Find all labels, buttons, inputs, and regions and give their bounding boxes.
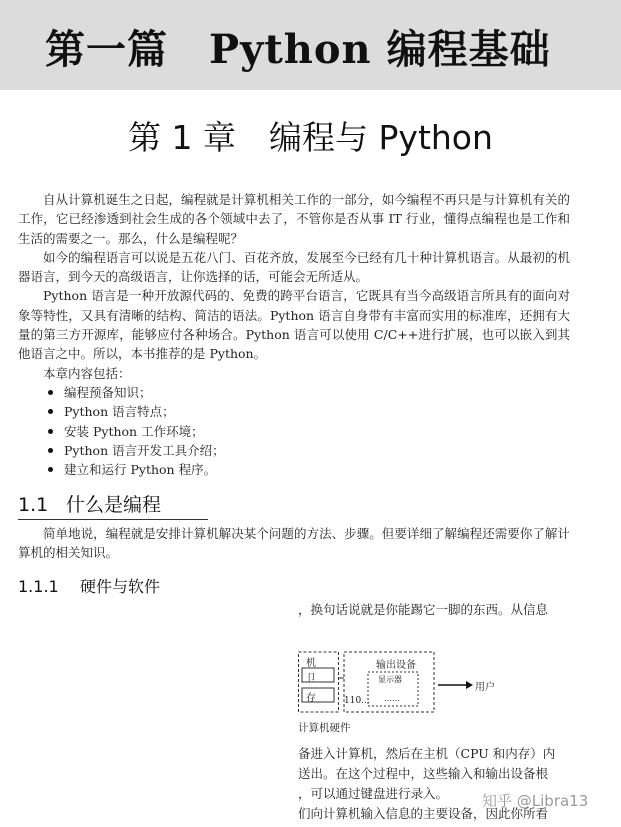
subsection-heading (18, 574, 160, 597)
diagram-user-label: 用户 (475, 682, 495, 693)
section-title: 什么是编程 (66, 494, 162, 516)
partial-text-line: 备进入计算机，然后在主机（CPU 和内存）内 (298, 746, 556, 761)
diagram-output-title: 输出设备 (376, 660, 416, 671)
intro-paragraph: 自从计算机诞生之日起，编程就是计算机相关工作的一部分，如今编程不再只是与计算机有关的工作，它已经渗透到社会生成的各个领域中去了，不管你是否从事 IT 行业，懂得点编程也是工作和生活的需要之一。那么，什么是编程呢？ (18, 192, 570, 246)
partial-text-line: ，可以通过键盘进行录入。 (298, 786, 449, 801)
section-heading (18, 490, 208, 520)
section-number: 1.1 (18, 494, 49, 516)
diagram-caption: 计算机硬件 (298, 722, 351, 734)
section-text (18, 524, 570, 563)
diagram-output-dots: …… (384, 694, 400, 703)
list-item: 建立和运行 Python 程序。 (46, 460, 570, 479)
hardware-diagram (298, 648, 508, 716)
chapter-title: 第 1 章 编程与 Python (128, 118, 493, 157)
section-paragraph: 简单地说，编程就是安排计算机解决某个问题的方法、步骤。但要详细了解编程还需要你了解计算机的相关知识。 (18, 526, 570, 561)
diagram-memory-label: 存 (306, 693, 316, 704)
list-item: 安装 Python 工作环境； (46, 422, 570, 441)
diagram-bus-label: 110... (344, 696, 370, 706)
list-item: Python 语言开发工具介绍； (46, 441, 570, 460)
subsection-title: 硬件与软件 (80, 577, 161, 596)
contents-intro: 本章内容包括： (43, 365, 131, 381)
contents-list (18, 383, 570, 479)
partial-text-line: 送出。在这个过程中，这些输入和输出设备根 (298, 766, 549, 781)
list-item: 编程预备知识； (46, 383, 570, 402)
diagram-host-label: 机 (306, 658, 316, 669)
partial-text-line: 们向计算机输入信息的主要设备，因此你所看 (298, 806, 549, 821)
intro-paragraph: Python 语言是一种开放源代码的、免费的跨平台语言，它既具有当今高级语言所具有的面向对象等特性，又具有清晰的结构、简洁的语法。Python 语言自身带有丰富而实用的标准库，还拥有大量的第三方开源库，能够应付各种场合。Python 语言可以使用 C/C++进行扩展，也可以嵌入到其他语言之中。所以，本书推荐的是 Python。 (18, 288, 570, 362)
diagram-cpu-label: 卩 (306, 673, 316, 684)
part-title: 第一篇 Python 编程基础 (45, 26, 551, 73)
intro-paragraph: 如今的编程语言可以说是五花八门、百花齐放，发展至今已经有几十种计算机语言。从最初的机器语言，到今天的高级语言，让你选择的话，可能会无所适从。 (18, 249, 570, 285)
diagram-display-label: 显示器 (378, 675, 402, 684)
watermark: 知乎 @Libra13 (482, 792, 589, 810)
partial-text-line: ，换句话说就是你能踢它一脚的东西。从信息 (298, 602, 549, 617)
list-item: Python 语言特点； (46, 402, 570, 421)
subsection-number: 1.1.1 (18, 577, 59, 596)
intro-text (18, 190, 570, 479)
